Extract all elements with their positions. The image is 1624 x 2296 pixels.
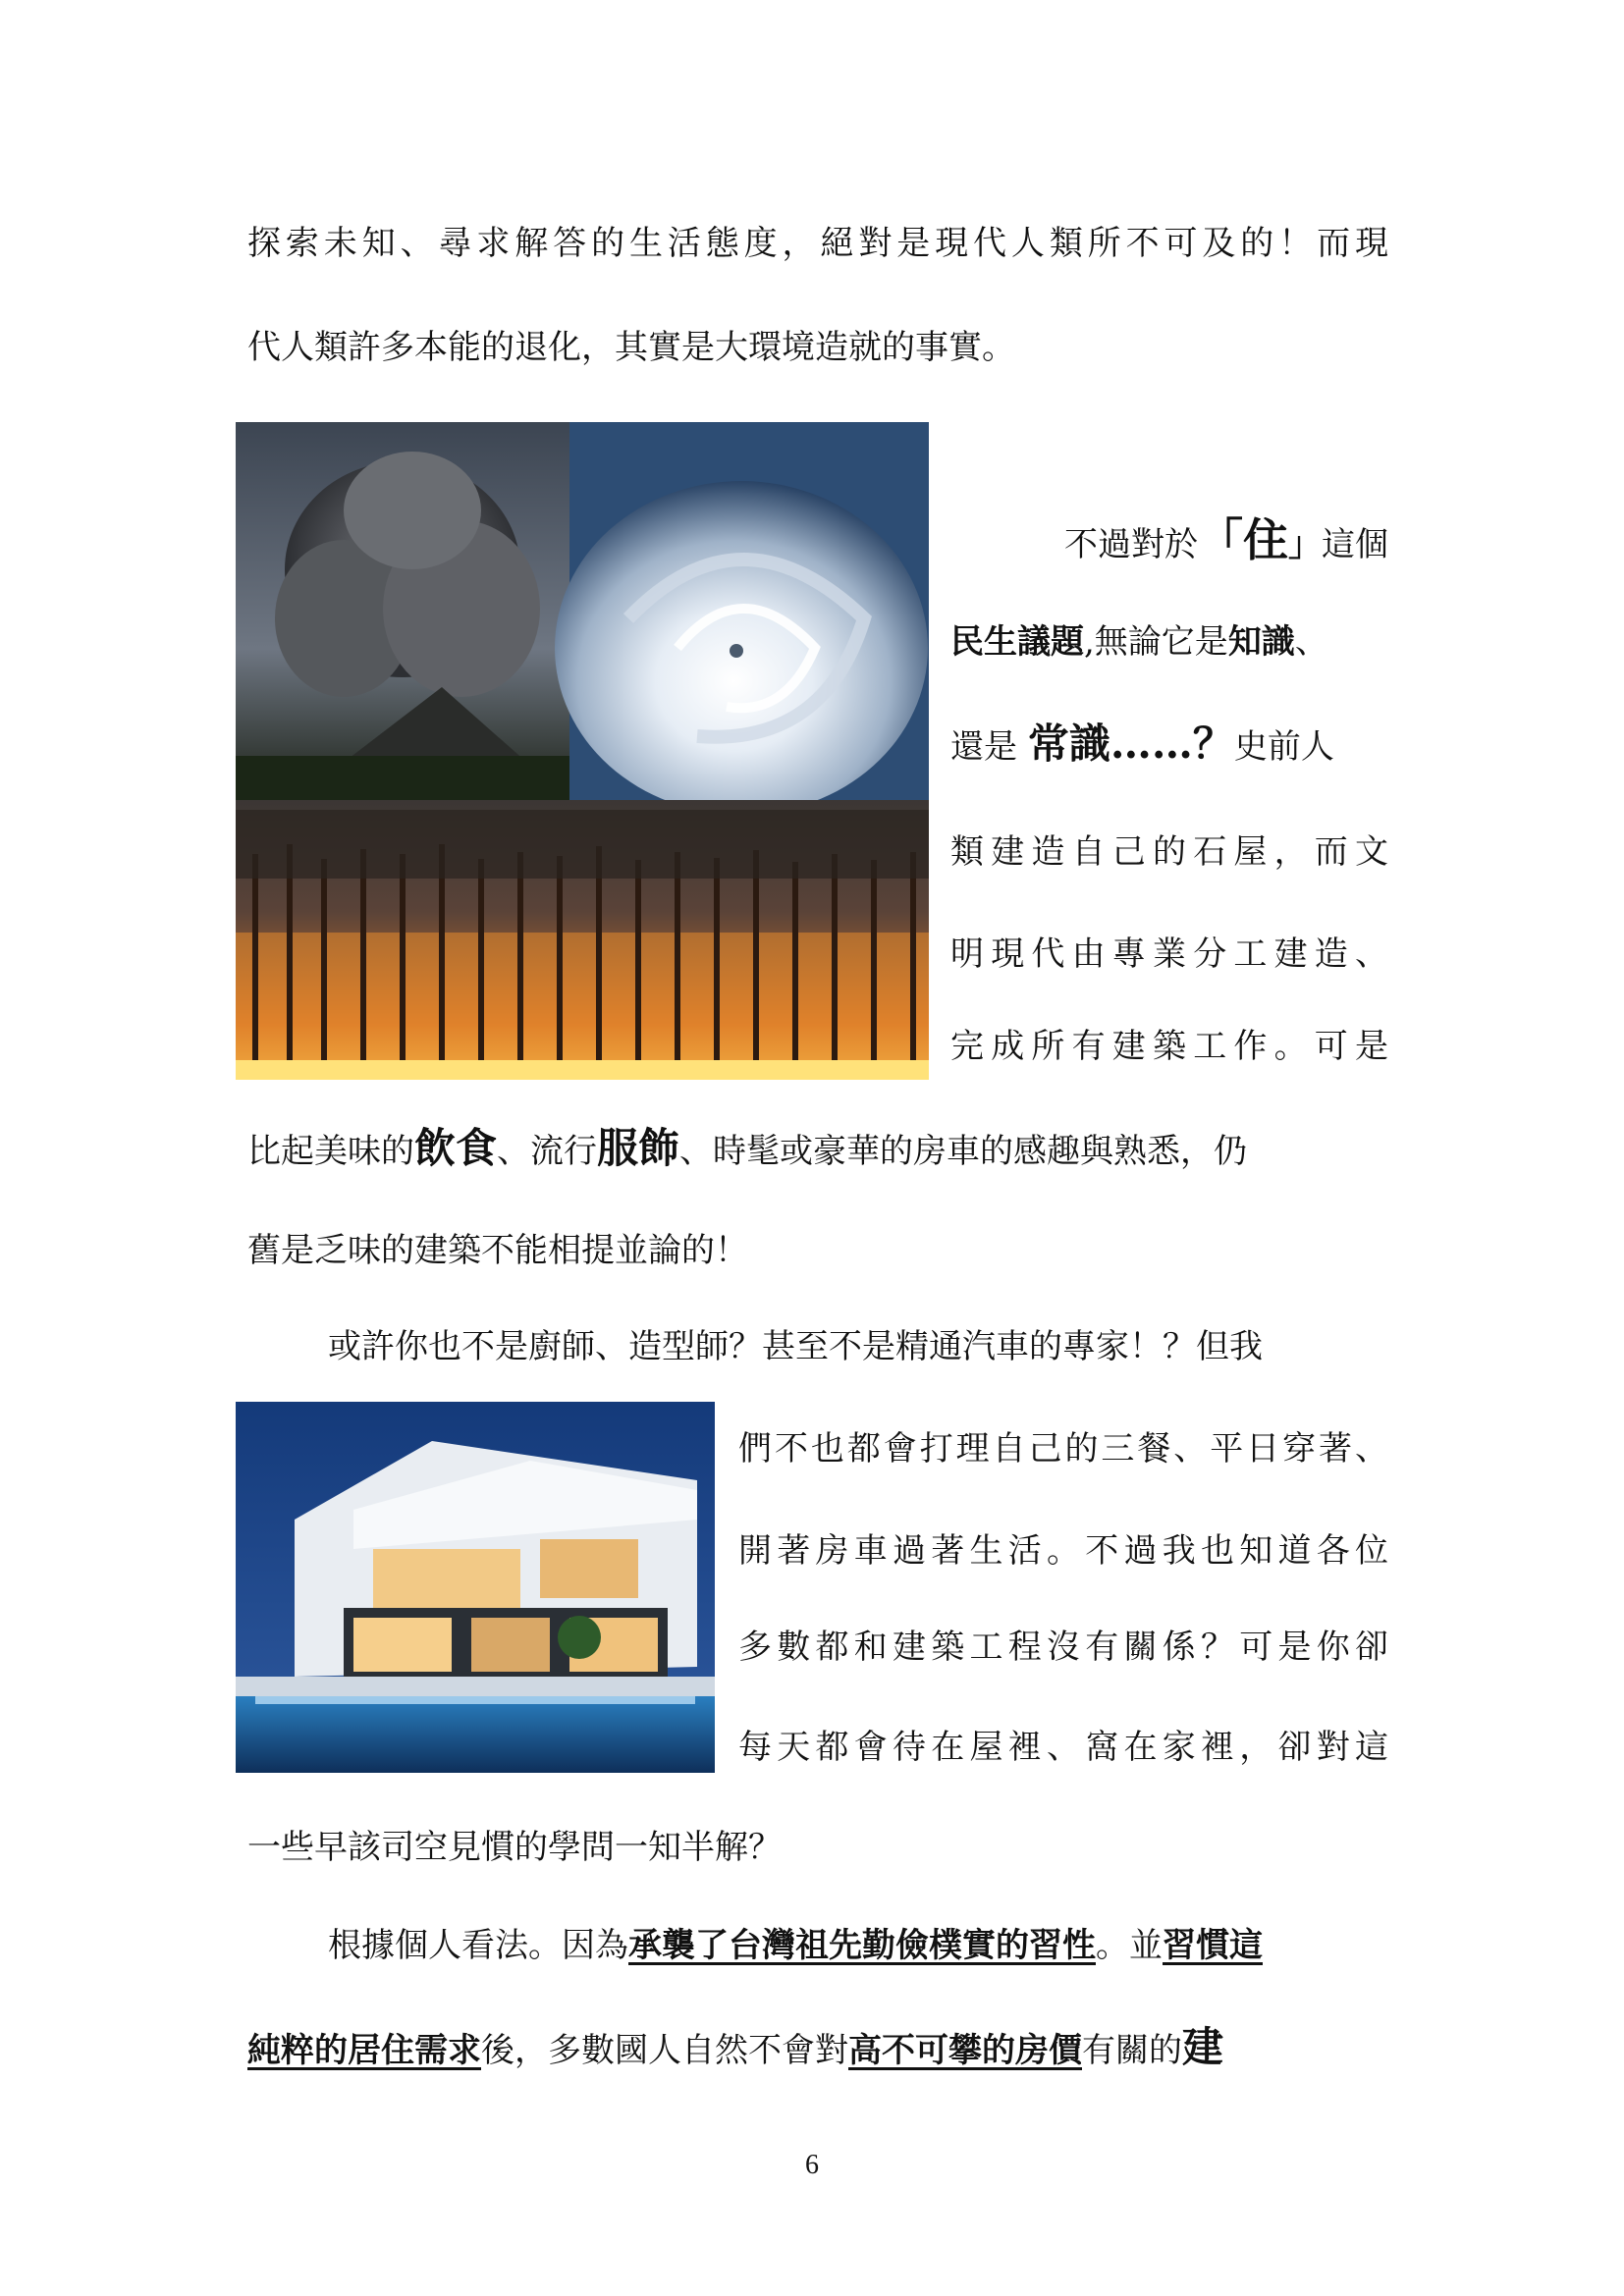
paragraph-3-line-4: 多數都和建築工程沒有關係？可是你卻 — [738, 1628, 1388, 1667]
paragraph-3-line-5: 每天都會待在屋裡、窩在家裡，卻對這 — [738, 1728, 1388, 1767]
paragraph-2-line-5: 明現代由專業分工建造、 — [950, 934, 1388, 974]
paragraph-4-line-2: 純粹的居住需求後，多數國人自然不會對高不可攀的房價有關的建 — [247, 2023, 1224, 2071]
paragraph-1-line-2: 代人類許多本能的退化，其實是大環境造就的事實。 — [247, 328, 1015, 367]
paragraph-2-line-1: 不過對於「住」這個 — [1064, 513, 1388, 566]
paragraph-3-line-1: 或許你也不是廚師、造型師？甚至不是精通汽車的專家！？但我 — [328, 1327, 1263, 1366]
paragraph-2-line-7: 比起美味的飲食、流行服飾、時髦或豪華的房車的感趣與熟悉，仍 — [247, 1124, 1248, 1172]
paragraph-4-line-1: 根據個人看法。因為承襲了台灣祖先勤儉樸實的習性。並習慣這 — [328, 1926, 1263, 1965]
paragraph-2-line-8: 舊是乏味的建築不能相提並論的！ — [247, 1231, 748, 1270]
modern-house-image — [236, 1402, 715, 1773]
paragraph-3-line-6: 一些早該司空見慣的學問一知半解？ — [247, 1828, 782, 1867]
paragraph-3-line-2: 們不也都會打理自己的三餐、平日穿著、 — [738, 1429, 1388, 1468]
paragraph-1-line-1: 探索未知、尋求解答的生活態度，絕對是現代人類所不可及的！而現 — [247, 224, 1388, 263]
paragraph-2-line-6: 完成所有建築工作。可是 — [950, 1027, 1388, 1066]
paragraph-2-line-4: 類建造自己的石屋，而文 — [950, 832, 1388, 872]
paragraph-2-line-2: 民生議題,無論它是知識、 — [950, 622, 1328, 662]
paragraph-3-line-3: 開著房車過著生活。不過我也知道各位 — [738, 1531, 1388, 1571]
paragraph-2-line-3: 還是 常識……？史前人 — [950, 720, 1334, 768]
disaster-image-collage — [236, 422, 929, 1080]
page-number: 6 — [805, 2150, 819, 2180]
